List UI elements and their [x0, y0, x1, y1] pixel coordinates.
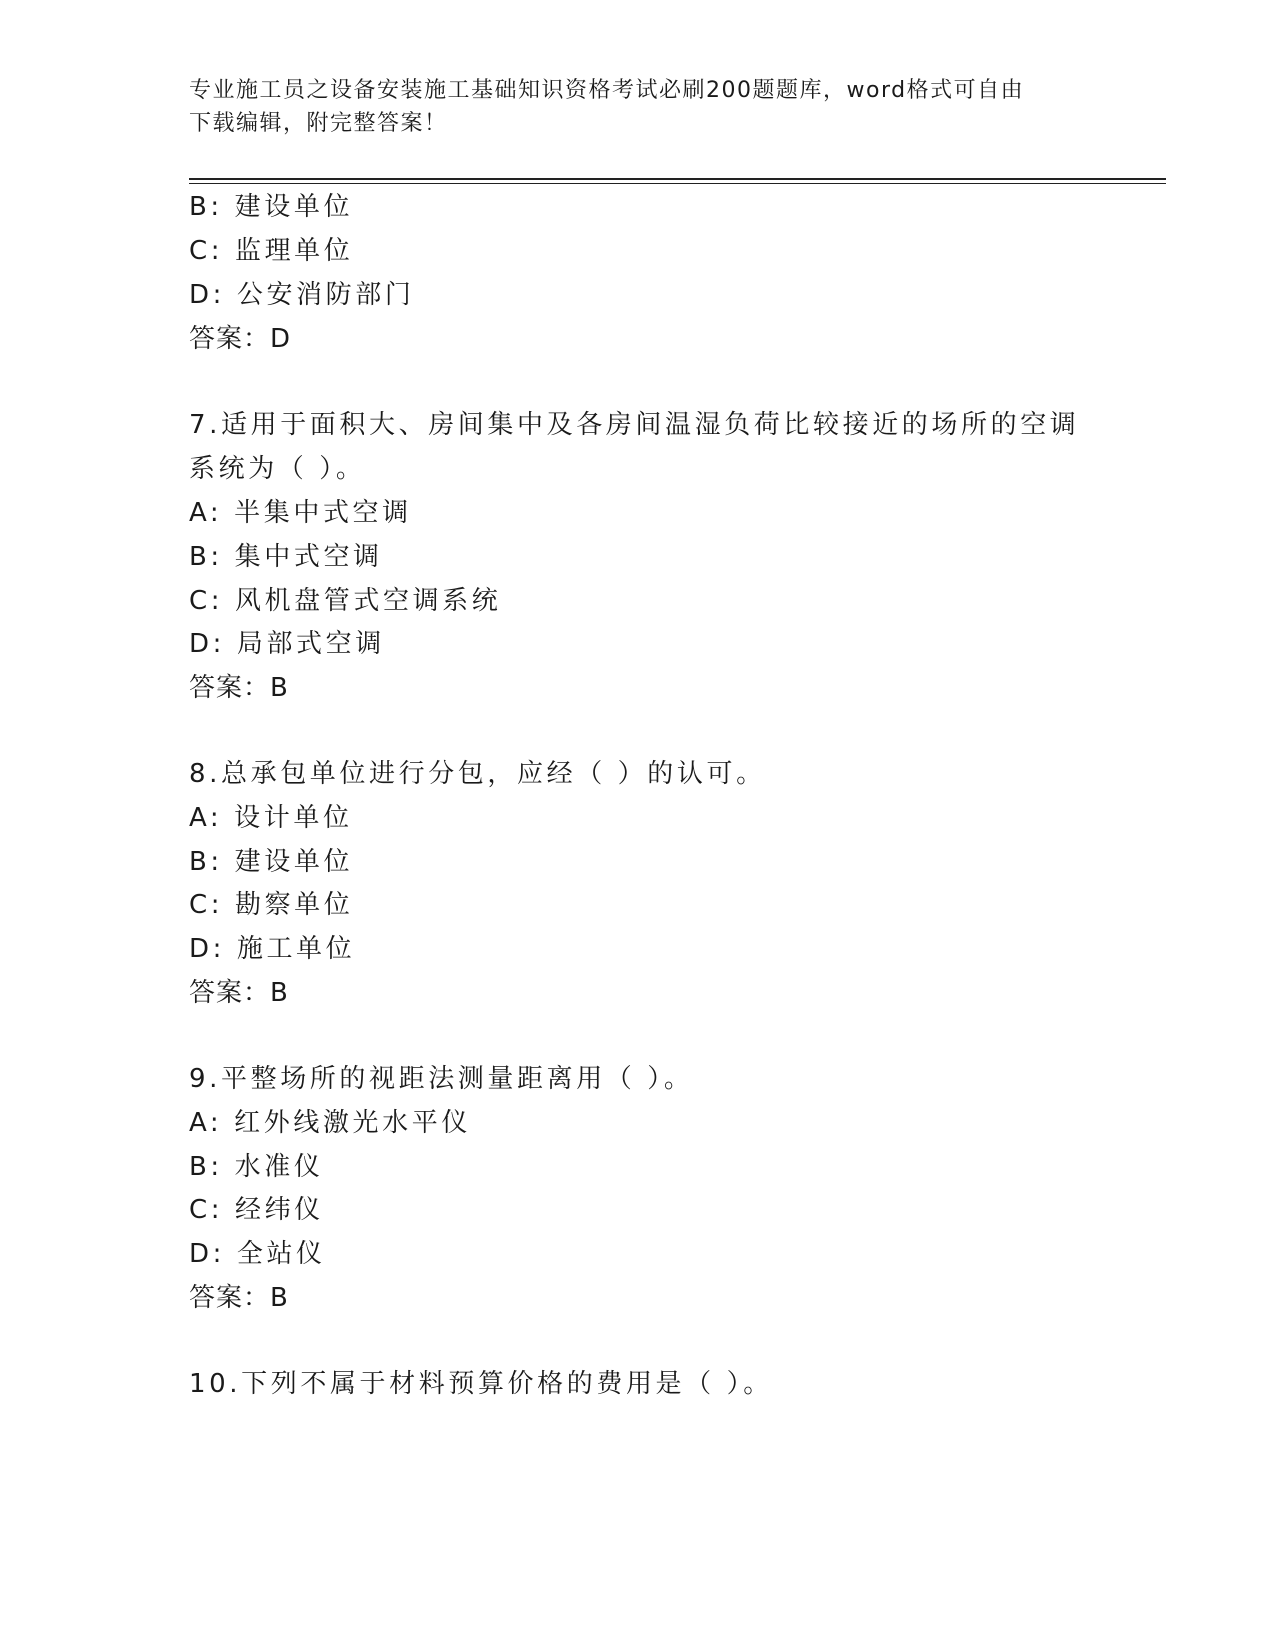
- q8-option-a: A: 设计单位: [189, 803, 353, 833]
- q9-option-d: D: 全站仪: [189, 1239, 326, 1269]
- q9-option-a: A: 红外线激光水平仪: [189, 1108, 471, 1138]
- document-header: [189, 74, 1089, 140]
- q7-option-d: D: 局部式空调: [189, 629, 385, 659]
- q10-stem: 10.下列不属于材料预算价格的费用是（ ）。: [189, 1369, 773, 1399]
- q7-option-c: C: 风机盘管式空调系统: [189, 586, 502, 616]
- q8-option-b: B: 建设单位: [189, 847, 354, 877]
- q8-stem: 8.总承包单位进行分包，应经（ ）的认可。: [189, 759, 766, 789]
- q8-option-c: C: 勘察单位: [189, 890, 354, 920]
- q7-option-b: B: 集中式空调: [189, 542, 383, 572]
- q9-option-b: B: 水准仪: [189, 1152, 324, 1182]
- q9-stem: 9.平整场所的视距法测量距离用（ ）。: [189, 1064, 694, 1094]
- header-divider: [189, 178, 1166, 184]
- q6-answer: 答案：D: [189, 324, 292, 354]
- q7-answer: 答案：B: [189, 673, 289, 703]
- q7-stem-line-2: 系统为（ ）。: [189, 454, 366, 484]
- header-title-line-1: 专业施工员之设备安装施工基础知识资格考试必刷200题题库，word格式可自由: [189, 78, 1025, 103]
- q9-option-c: C: 经纬仪: [189, 1195, 324, 1225]
- q9-answer: 答案：B: [189, 1283, 289, 1313]
- header-title-line-2: 下载编辑，附完整答案！: [189, 111, 448, 136]
- q6-option-c: C: 监理单位: [189, 236, 354, 266]
- q7-option-a: A: 半集中式空调: [189, 498, 412, 528]
- q8-option-d: D: 施工单位: [189, 934, 356, 964]
- q6-option-b: B: 建设单位: [189, 192, 354, 222]
- q7-stem-line-1: 7.适用于面积大、房间集中及各房间温湿负荷比较接近的场所的空调: [189, 410, 1080, 440]
- q8-answer: 答案：B: [189, 978, 289, 1008]
- q6-option-d: D: 公安消防部门: [189, 280, 415, 310]
